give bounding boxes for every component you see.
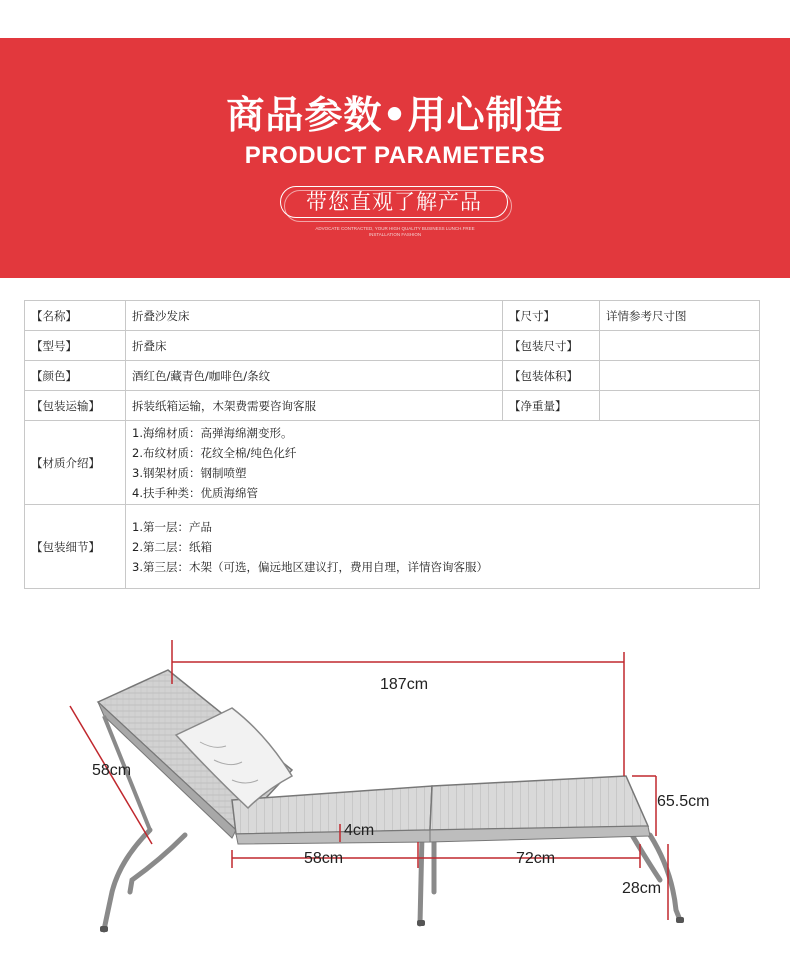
param-key: 【名称】: [25, 301, 126, 331]
frame-legs: [104, 830, 680, 930]
material-list: [126, 421, 760, 505]
packing-list: [126, 505, 760, 589]
dim-foot-length: 72cm: [516, 850, 556, 867]
param-key: 【材质介绍】: [25, 421, 126, 505]
banner-subtitle: PRODUCT PARAMETERS: [244, 142, 546, 169]
table-row-material: [25, 421, 760, 505]
dim-back-length: 58cm: [92, 762, 132, 779]
param-value: [600, 361, 760, 391]
dim-total-length: 187cm: [380, 676, 429, 693]
dim-leg-height: 28cm: [622, 880, 662, 897]
table-row: [25, 301, 760, 331]
param-key: 【包装尺寸】: [503, 331, 600, 361]
param-key: 【颜色】: [25, 361, 126, 391]
param-key: 【包装细节】: [25, 505, 126, 589]
param-value: [600, 331, 760, 361]
fine-print-line-1: ADVOCATE CONTRACTED, YOUR HIGH QUALITY BUSINESS LUNCH.FREE: [315, 226, 475, 231]
table-row-packing: [25, 505, 760, 589]
param-key: 【型号】: [25, 331, 126, 361]
param-value: 折叠床: [126, 331, 503, 361]
list-item: 1.海绵材质：高弹海绵潮变形。: [132, 425, 293, 440]
dim-seat-length: 58cm: [304, 850, 344, 867]
dim-height: 65.5cm: [657, 793, 710, 810]
table-row: [25, 331, 760, 361]
param-key: 【净重量】: [503, 391, 600, 421]
header-banner: [0, 38, 790, 278]
parameters-table: [24, 300, 760, 589]
cushion: [232, 776, 650, 844]
param-key: 【包装运输】: [25, 391, 126, 421]
list-item: 2.第二层：纸箱: [132, 539, 212, 554]
param-value: [600, 391, 760, 421]
list-item: 3.钢架材质：钢制喷塑: [132, 465, 247, 480]
pill-label: 带您直观了解产品: [280, 186, 508, 218]
list-item: 3.第三层：木架（可选，偏远地区建议打，费用自理，详情咨询客服）: [132, 559, 488, 574]
param-value: 详情参考尺寸图: [600, 301, 760, 331]
fine-print-line-2: INSTALLATION FASHION: [368, 232, 422, 237]
dim-thickness: 4cm: [344, 822, 375, 839]
list-item: 1.第一层：产品: [132, 519, 212, 534]
leg-feet: [100, 917, 684, 932]
param-key: 【尺寸】: [503, 301, 600, 331]
banner-title: 商品参数•用心制造: [226, 93, 564, 137]
list-item: 4.扶手种类：优质海绵管: [132, 485, 258, 500]
table-row: [25, 391, 760, 421]
param-value: 折叠沙发床: [126, 301, 503, 331]
banner-pill: [280, 186, 510, 220]
list-item: 2.布纹材质：花纹全棉/纯色化纤: [132, 445, 297, 460]
table-row: [25, 361, 760, 391]
param-value: 酒红色/藏青色/咖啡色/条纹: [126, 361, 503, 391]
param-value: 拆装纸箱运输，木架费需要咨询客服: [126, 391, 503, 421]
dimension-diagram: [0, 630, 790, 976]
param-key: 【包装体积】: [503, 361, 600, 391]
